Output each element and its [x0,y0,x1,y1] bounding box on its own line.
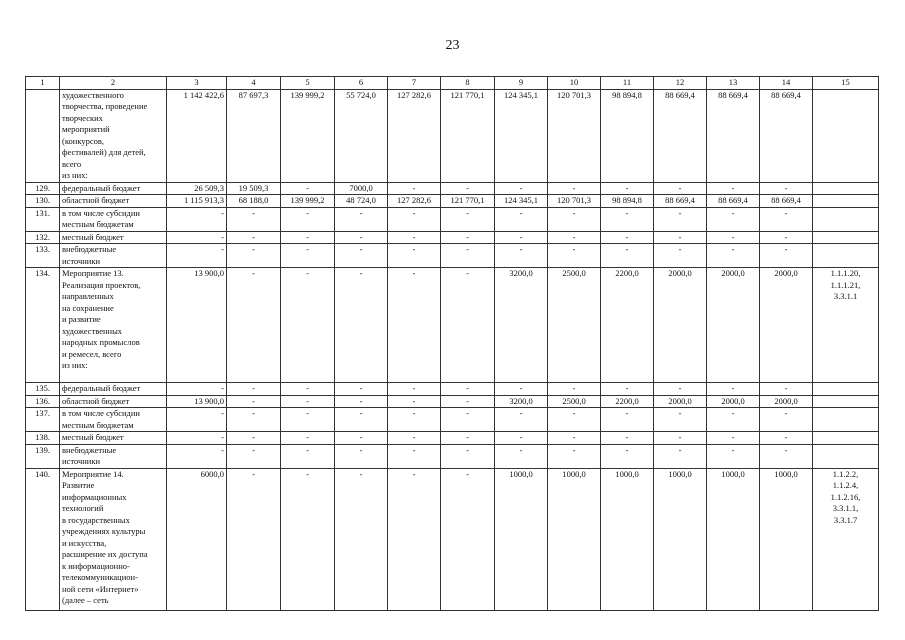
column-number-header: 10 [548,77,601,90]
value-cell: - [281,383,335,396]
value-cell: - [335,244,388,268]
value-cell: - [167,444,227,468]
table-row [26,432,879,445]
value-cell: 2200,0 [601,268,654,383]
column-number-header: 1 [26,77,60,90]
table-row [26,195,879,208]
reference-cell [813,195,879,208]
description-cell: Мероприятие 13. Реализация проектов, направленных на сохранение и развитие художественных народных промыслов и ремесел, всего из них: [60,268,167,383]
value-cell: - [654,182,707,195]
value-cell: - [441,268,495,383]
description-cell: внебюджетные источники [60,444,167,468]
value-cell: 2500,0 [548,395,601,408]
value-cell: - [495,207,548,231]
table-row [26,408,879,432]
value-cell: - [167,432,227,445]
value-cell: - [548,432,601,445]
value-cell: 139 999,2 [281,195,335,208]
value-cell: 1 115 913,3 [167,195,227,208]
row-number-cell: 139. [26,444,60,468]
value-cell: - [760,408,813,432]
reference-cell [813,207,879,231]
value-cell: - [654,383,707,396]
value-cell: 88 669,4 [760,195,813,208]
column-number-header: 7 [388,77,441,90]
value-cell: - [441,432,495,445]
value-cell: 139 999,2 [281,89,335,182]
value-cell: - [388,231,441,244]
reference-cell [813,432,879,445]
value-cell: - [441,408,495,432]
value-cell: - [548,231,601,244]
value-cell: - [760,244,813,268]
value-cell: - [601,432,654,445]
value-cell: 2500,0 [548,268,601,383]
table-row [26,268,879,383]
value-cell: 127 282,6 [388,195,441,208]
value-cell: - [281,182,335,195]
reference-cell [813,444,879,468]
row-number-cell: 137. [26,408,60,432]
value-cell: - [495,244,548,268]
reference-cell [813,244,879,268]
budget-table [25,76,879,611]
value-cell: 120 701,3 [548,89,601,182]
value-cell: - [335,468,388,610]
value-cell: 13 900,0 [167,395,227,408]
value-cell: - [707,444,760,468]
value-cell: - [227,244,281,268]
description-cell: художественного творчества, проведение творческих мероприятий (конкурсов, фестивалей) для детей, всего из них: [60,89,167,182]
value-cell: - [548,408,601,432]
value-cell: 88 669,4 [707,89,760,182]
value-cell: - [707,231,760,244]
value-cell: - [281,395,335,408]
column-number-header: 3 [167,77,227,90]
column-number-header: 11 [601,77,654,90]
value-cell: - [281,432,335,445]
row-number-cell: 130. [26,195,60,208]
value-cell: - [167,231,227,244]
value-cell: - [495,383,548,396]
table-row [26,231,879,244]
reference-cell [813,383,879,396]
value-cell: - [441,244,495,268]
value-cell: 87 697,3 [227,89,281,182]
value-cell: 2200,0 [601,395,654,408]
value-cell: 3200,0 [495,395,548,408]
row-number-cell: 135. [26,383,60,396]
value-cell: - [281,468,335,610]
value-cell: 1000,0 [548,468,601,610]
row-number-cell: 134. [26,268,60,383]
value-cell: - [335,383,388,396]
value-cell: 2000,0 [760,268,813,383]
column-number-header: 9 [495,77,548,90]
column-number-header: 12 [654,77,707,90]
value-cell: - [281,207,335,231]
table-row [26,244,879,268]
value-cell: - [654,432,707,445]
value-cell: 2000,0 [760,395,813,408]
table-row [26,468,879,610]
value-cell: - [441,395,495,408]
value-cell: 6000,0 [167,468,227,610]
value-cell: - [227,207,281,231]
value-cell: - [441,207,495,231]
value-cell: 2000,0 [654,268,707,383]
value-cell: 120 701,3 [548,195,601,208]
value-cell: 19 509,3 [227,182,281,195]
value-cell: - [227,268,281,383]
table-row [26,395,879,408]
value-cell: - [335,432,388,445]
page-number: 23 [445,38,460,53]
value-cell: - [548,182,601,195]
value-cell: 88 669,4 [760,89,813,182]
value-cell: - [335,207,388,231]
value-cell: - [167,408,227,432]
value-cell: 3200,0 [495,268,548,383]
value-cell: 55 724,0 [335,89,388,182]
value-cell: - [281,268,335,383]
row-number-cell: 133. [26,244,60,268]
value-cell: - [495,432,548,445]
value-cell: - [707,408,760,432]
value-cell: - [335,395,388,408]
value-cell: - [167,207,227,231]
value-cell: - [495,231,548,244]
value-cell: 26 509,3 [167,182,227,195]
column-number-header: 13 [707,77,760,90]
value-cell: 2000,0 [654,395,707,408]
value-cell: 1 142 422,6 [167,89,227,182]
value-cell: - [167,383,227,396]
reference-cell [813,182,879,195]
column-number-header: 5 [281,77,335,90]
description-cell: внебюджетные источники [60,244,167,268]
value-cell: - [388,468,441,610]
value-cell: - [441,468,495,610]
table-row [26,383,879,396]
row-number-cell: 140. [26,468,60,610]
value-cell: 88 669,4 [707,195,760,208]
row-number-cell: 132. [26,231,60,244]
value-cell: - [601,383,654,396]
value-cell: - [495,444,548,468]
row-number-cell: 129. [26,182,60,195]
value-cell: - [335,444,388,468]
column-number-header: 6 [335,77,388,90]
value-cell: - [388,268,441,383]
value-cell: 121 770,1 [441,89,495,182]
value-cell: - [760,182,813,195]
description-cell: в том числе субсидии местным бюджетам [60,207,167,231]
description-cell: федеральный бюджет [60,182,167,195]
value-cell: - [388,432,441,445]
value-cell: 98 894,8 [601,195,654,208]
value-cell: - [707,383,760,396]
value-cell: - [388,383,441,396]
value-cell: - [388,395,441,408]
value-cell: - [707,244,760,268]
value-cell: - [601,231,654,244]
value-cell: 2000,0 [707,268,760,383]
value-cell: - [548,383,601,396]
value-cell: - [227,468,281,610]
table-body [26,89,879,610]
description-cell: Мероприятие 14. Развитие информационных технологий в государственных учреждениях культуры и искусства, расширение их доступа к информационно- телекоммуникацион- ной сети «Интернет» (далее – сеть [60,468,167,610]
row-number-cell: 138. [26,432,60,445]
reference-cell [813,89,879,182]
value-cell: - [654,244,707,268]
value-cell: 13 900,0 [167,268,227,383]
value-cell: - [388,182,441,195]
value-cell: - [548,207,601,231]
value-cell: 48 724,0 [335,195,388,208]
value-cell: 1000,0 [707,468,760,610]
value-cell: 68 188,0 [227,195,281,208]
value-cell: - [601,444,654,468]
value-cell: - [495,182,548,195]
row-number-cell: 131. [26,207,60,231]
value-cell: - [441,383,495,396]
value-cell: 7000,0 [335,182,388,195]
description-cell: в том числе субсидии местным бюджетам [60,408,167,432]
table-row [26,444,879,468]
value-cell: 1000,0 [654,468,707,610]
value-cell: - [388,207,441,231]
value-cell: - [707,207,760,231]
value-cell: - [760,383,813,396]
value-cell: - [167,244,227,268]
description-cell: областной бюджет [60,195,167,208]
value-cell: - [495,408,548,432]
value-cell: - [227,408,281,432]
value-cell: - [227,432,281,445]
value-cell: - [707,182,760,195]
reference-cell [813,408,879,432]
column-number-header: 8 [441,77,495,90]
reference-cell: 1.1.1.20, 1.1.1.21, 3.3.1.1 [813,268,879,383]
value-cell: - [441,231,495,244]
column-number-header: 4 [227,77,281,90]
value-cell: - [281,231,335,244]
value-cell: - [227,383,281,396]
column-number-row [26,77,879,90]
value-cell: - [548,244,601,268]
value-cell: - [654,231,707,244]
value-cell: - [227,395,281,408]
reference-cell [813,231,879,244]
value-cell: 88 669,4 [654,195,707,208]
value-cell: 88 669,4 [654,89,707,182]
value-cell: - [601,182,654,195]
value-cell: 1000,0 [495,468,548,610]
column-number-header: 15 [813,77,879,90]
column-number-header: 14 [760,77,813,90]
description-cell: местный бюджет [60,432,167,445]
value-cell: - [707,432,760,445]
value-cell: - [335,408,388,432]
value-cell: - [441,444,495,468]
value-cell: - [281,244,335,268]
row-number-cell [26,89,60,182]
value-cell: 121 770,1 [441,195,495,208]
value-cell: - [281,408,335,432]
value-cell: - [388,244,441,268]
value-cell: 1000,0 [601,468,654,610]
value-cell: 124 345,1 [495,89,548,182]
value-cell: - [654,207,707,231]
value-cell: 124 345,1 [495,195,548,208]
reference-cell [813,395,879,408]
value-cell: - [601,207,654,231]
description-cell: областной бюджет [60,395,167,408]
value-cell: - [601,244,654,268]
value-cell: - [760,231,813,244]
value-cell: - [548,444,601,468]
description-cell: местный бюджет [60,231,167,244]
value-cell: 1000,0 [760,468,813,610]
reference-cell: 1.1.2.2, 1.1.2.4, 1.1.2.16, 3.3.1.1, 3.3.1.7 [813,468,879,610]
value-cell: 127 282,6 [388,89,441,182]
value-cell: - [227,231,281,244]
value-cell: - [335,268,388,383]
value-cell: - [654,444,707,468]
column-number-header: 2 [60,77,167,90]
row-number-cell: 136. [26,395,60,408]
table-row [26,182,879,195]
value-cell: - [281,444,335,468]
value-cell: - [441,182,495,195]
table-row [26,89,879,182]
value-cell: - [760,444,813,468]
value-cell: 98 894,8 [601,89,654,182]
value-cell: - [760,207,813,231]
value-cell: 2000,0 [707,395,760,408]
description-cell: федеральный бюджет [60,383,167,396]
value-cell: - [654,408,707,432]
value-cell: - [388,444,441,468]
table-row [26,207,879,231]
value-cell: - [335,231,388,244]
value-cell: - [227,444,281,468]
value-cell: - [760,432,813,445]
value-cell: - [601,408,654,432]
value-cell: - [388,408,441,432]
